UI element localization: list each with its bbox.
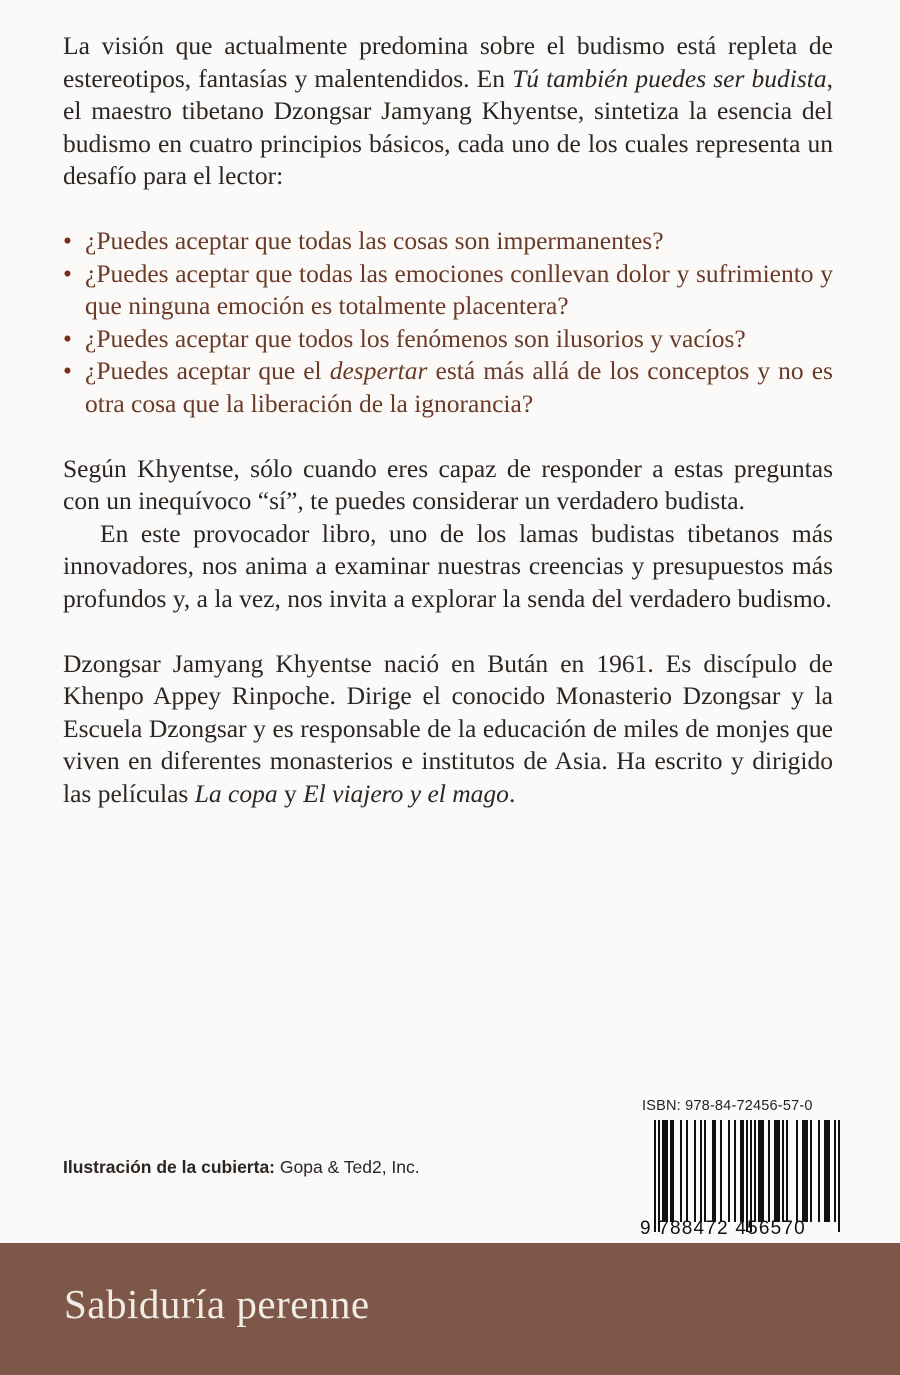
- film-title: El viajero y el mago: [303, 778, 509, 808]
- barcode-bar: [704, 1120, 706, 1222]
- barcode-bar: [728, 1120, 730, 1222]
- barcode-bar: [662, 1120, 664, 1222]
- barcode-bar: [802, 1120, 804, 1222]
- barcode-digits: 9 788472 456570: [640, 1218, 806, 1239]
- barcode-bar: [700, 1120, 702, 1222]
- barcode-bar: [672, 1120, 674, 1222]
- barcode-bar: [818, 1120, 820, 1222]
- barcode-bar: [782, 1120, 784, 1222]
- isbn-block: [640, 1098, 840, 1238]
- barcode-bar: [680, 1120, 682, 1222]
- barcode-bar: [834, 1120, 836, 1222]
- barcode-bar: [762, 1120, 764, 1222]
- intro-paragraph: [63, 30, 833, 193]
- list-item: • ¿Puedes aceptar que todas las cosas son impermanentes?: [63, 225, 833, 258]
- credit-label: Ilustración de la cubierta:: [63, 1157, 275, 1177]
- barcode-bar: [686, 1120, 688, 1222]
- barcode-bar: [760, 1120, 762, 1222]
- barcode-bar: [750, 1120, 752, 1232]
- barcode-bar: [666, 1120, 668, 1222]
- barcode-bar: [804, 1120, 806, 1222]
- barcode-bar: [824, 1120, 826, 1222]
- intro-text-continued: , el maestro tibetano Dzongsar Jamyang Khyentse, sintetiza la esencia del budismo en cuatro principios básicos, cada uno de los cuales representa un desafío para el lector:: [63, 63, 833, 191]
- barcode-bar: [826, 1120, 828, 1222]
- barcode-bar: [774, 1120, 776, 1222]
- film-title: La copa: [194, 778, 278, 808]
- bullet-icon: •: [63, 225, 72, 255]
- barcode-bar: [810, 1120, 812, 1222]
- barcode-bar: [714, 1120, 716, 1222]
- series-title: Sabiduría perenne: [64, 1281, 370, 1327]
- barcode-bar: [734, 1120, 736, 1222]
- barcode-bar: [778, 1120, 780, 1222]
- barcode-bar: [712, 1120, 714, 1222]
- barcode-bar: [786, 1120, 788, 1222]
- barcode-bar: [742, 1120, 744, 1222]
- barcode-bar: [694, 1120, 696, 1222]
- barcode-bar: [838, 1120, 840, 1232]
- summary-paragraph: En este provocador libro, uno de los lamas budistas tibetanos más innovadores, nos anima a examinar nuestras creencias y presupuestos más profundos y, a la vez, nos invita a explorar la senda del verdadero budismo.: [63, 518, 833, 613]
- barcode-bar: [740, 1120, 742, 1222]
- book-title: Tú también puedes ser budista: [512, 63, 827, 93]
- list-item: • ¿Puedes aceptar que todos los fenómenos son ilusorios y vacíos?: [63, 323, 833, 356]
- barcode-bar: [664, 1120, 666, 1222]
- list-item: • ¿Puedes aceptar que todas las emociones conllevan dolor y sufrimiento y que ninguna emoción es totalmente placentera?: [63, 258, 833, 321]
- barcode-bar: [828, 1120, 830, 1222]
- barcode-bar: [796, 1120, 798, 1222]
- barcode-bar: [806, 1120, 808, 1222]
- barcode-bar: [776, 1120, 778, 1222]
- barcode-bar: [746, 1120, 748, 1232]
- barcode-bar: [758, 1120, 760, 1222]
- barcode-bar: [720, 1120, 722, 1222]
- barcode-bar: [670, 1120, 672, 1222]
- back-cover-text: [63, 30, 833, 810]
- bullet-icon: •: [63, 258, 72, 288]
- barcode-bar: [654, 1120, 656, 1232]
- answer-paragraph: Según Khyentse, sólo cuando eres capaz de responder a estas preguntas con un inequívoco “sí”, te puedes considerar un verdadero budista.: [63, 453, 833, 516]
- author-bio: Dzongsar Jamyang Khyentse nació en Bután en 1961. Es discípulo de Khenpo Appey Rinpoche. Dirige el conocido Monasterio Dzongsar y la Escuela Dzongsar y es responsable de la educación de miles de monjes que viven en diferentes monasterios e institutos de Asia. Ha escrito y dirigido las películas La copa y El viajero y el mago.: [63, 648, 833, 808]
- intro-text: La visión que actualmente predomina sobre el budismo está repleta de estereotipos, fantasías y malentendidos. En: [63, 31, 833, 93]
- principles-list: [63, 225, 833, 421]
- barcode-bar: [768, 1120, 770, 1222]
- isbn-number: ISBN: 978-84-72456-57-0: [642, 1098, 813, 1114]
- barcode-bar: [658, 1120, 660, 1232]
- cover-credit: [63, 1157, 420, 1178]
- bullet-icon: •: [63, 356, 72, 386]
- barcode-bar: [754, 1120, 756, 1222]
- credit-value: Gopa & Ted2, Inc.: [275, 1157, 420, 1177]
- list-item: • ¿Puedes aceptar que el despertar está más allá de los conceptos y no es otra cosa que la liberación de la ignorancia?: [63, 356, 833, 418]
- bullet-icon: •: [63, 323, 72, 353]
